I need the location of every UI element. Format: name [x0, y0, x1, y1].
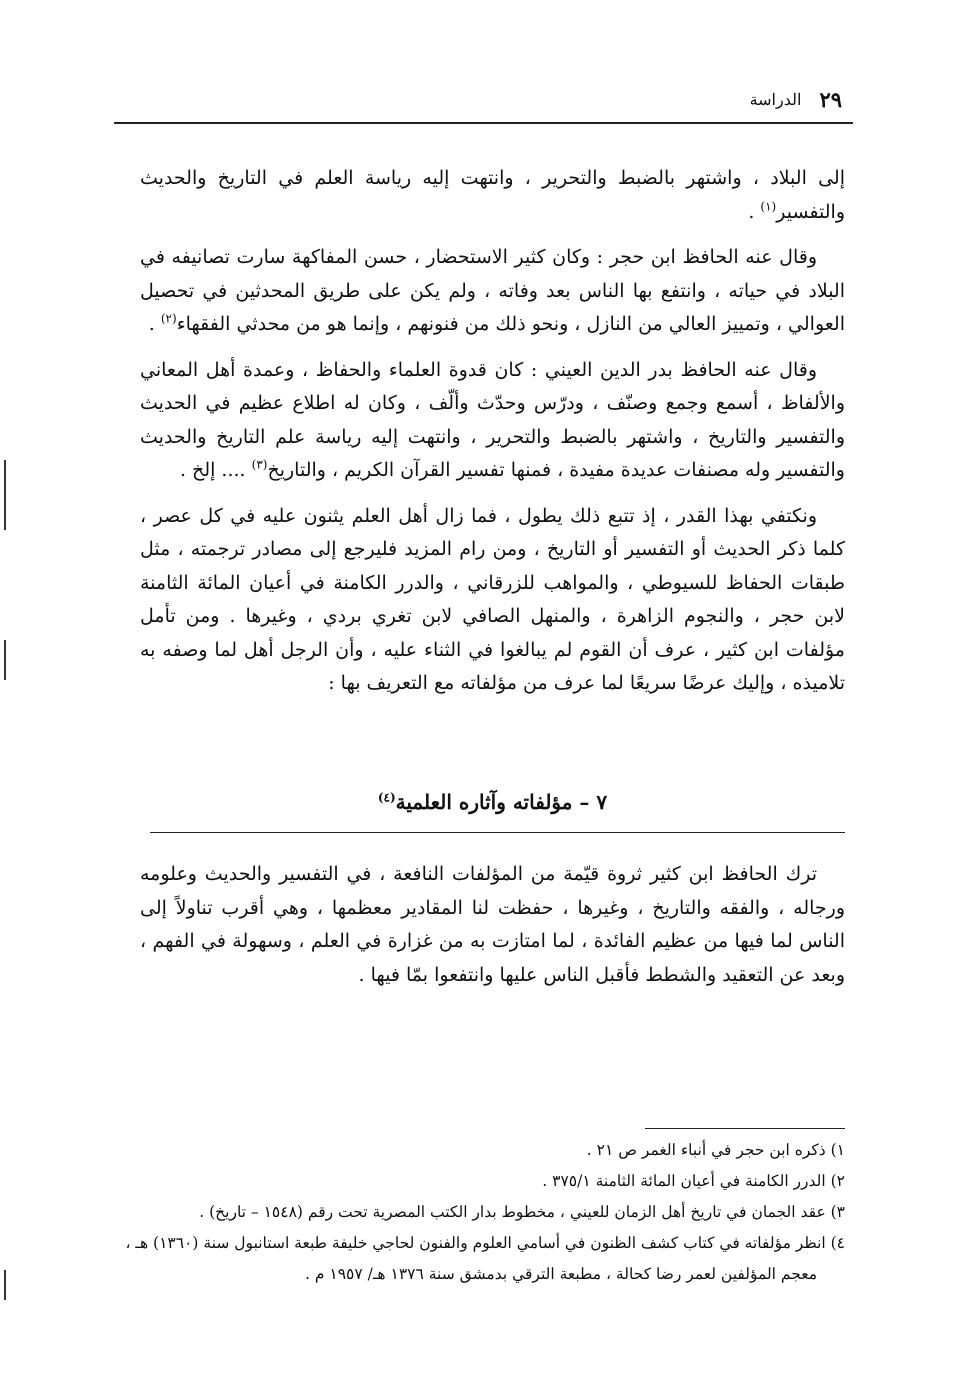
- footnote-ref-3: (٣): [251, 457, 268, 472]
- main-text-top: [140, 162, 845, 701]
- running-head: [750, 84, 842, 114]
- scan-edge-mark: [4, 640, 6, 680]
- paragraph-4: ونكتفي بهذا القدر ، إذ تتبع ذلك يطول ، فما زال أهل العلم يثنون عليه في كل عصر ، كلما ذكر الحديث أو التفسير أو التاريخ ، ومن رام المزيد فليرجع إلى مصادر ترجمته ، مثل طبقات الحفاظ للسيوطي ، والمواهب للزرقاني ، والدرر الكامنة في أعيان المائة الثامنة لابن حجر ، والنجوم الزاهرة ، والمنهل الصافي لابن تغري بردي ، وغيرها . ومن تأمل مؤلفات ابن كثير ، عرف أن القوم لم يبالغوا في الثناء عليه ، وأن الرجل أهل لما وصفه به تلاميذه ، وإليك عرضًا سريعًا لما عرف من مؤلفاته مع التعريف بها :: [140, 504, 845, 694]
- footnote-ref-2: (٢): [160, 311, 177, 326]
- paragraph-5: ترك الحافظ ابن كثير ثروة قيّمة من المؤلفات النافعة ، في التفسير والحديث وعلومه ورجاله ، والفقه والتاريخ ، وغيرها ، حفظت لنا المقادير معظمها ، وهي أقرب تناولاً إلى الناس لما فيها من عظيم الفائدة ، لما امتازت به من غزارة في العلم ، وسهولة في الفهم ، وبعد عن التعقيد والشطط فأقبل الناس عليها وانتفعوا بمّا فيها .: [140, 863, 845, 986]
- paragraph-3: وقال عنه الحافظ بدر الدين العيني : كان قدوة العلماء والحفاظ ، وعمدة أهل المعاني والألفاظ ، أسمع وجمع وصنّف ، ودرّس وحدّث وألّف ، وكان له اطلاع عظيم في الحديث والتفسير والتاريخ ، واشتهر بالضبط والتحرير ، وانتهت إليه رياسة علم التاريخ والحديث والتفسير وله مصنفات عديدة مفيدة ، فمنها تفسير القرآن الكريم ، والتاريخ$^{(٣)}$ .... إلخ .: [140, 358, 845, 481]
- footnote-ref-4: (٤): [377, 790, 396, 805]
- footnote-4-continuation: معجم المؤلفين لعمر رضا كحالة ، مطبعة الترقي بدمشق سنة ١٣٧٦ هـ/ ١٩٥٧ م .: [305, 1265, 817, 1283]
- scan-edge-mark: [4, 460, 6, 530]
- footnote-4: ٤) انظر مؤلفاته في كتاب كشف الظنون في أسامي العلوم والفنون لحاجي خليفة طبعة استانبول سنة (١٣٦٠) هـ ،: [125, 1234, 845, 1252]
- section-heading: ٧ – مؤلفاته وآثاره العلمية$^{(٤)}$: [377, 790, 608, 814]
- footnote-2: ٢) الدرر الكامنة في أعيان المائة الثامنة ٣٧٥/١ .: [542, 1172, 845, 1190]
- page-number: ٢٩: [819, 86, 842, 112]
- footnote-1: ١) ذكره ابن حجر في أنباء الغمر ص ٢١ .: [586, 1141, 845, 1159]
- scan-edge-mark: [4, 1270, 6, 1300]
- footnotes: [125, 1135, 845, 1290]
- paragraph-1: إلى البلاد ، واشتهر بالضبط والتحرير ، وانتهت إليه رياسة العلم في التاريخ والحديث والتفسير$^{(١)}$ .: [140, 167, 845, 223]
- footnote-rule: [645, 1128, 845, 1129]
- footnote-ref-1: (١): [760, 199, 777, 214]
- running-title: الدراسة: [749, 89, 802, 109]
- header-rule: [114, 122, 853, 124]
- section-heading-rule: [150, 832, 845, 833]
- paragraph-2: وقال عنه الحافظ ابن حجر : وكان كثير الاستحضار ، حسن المفاكهة سارت تصانيفه في البلاد في حياته ، وانتفع بها الناس بعد وفاته ، ولم يكن على طريق المحدثين في تحصيل العوالي ، وتمييز العالي من النازل ، ونحو ذلك من فنونهم ، وإنما هو من محدثي الفقهاء$^{(٢)}$ .: [140, 246, 845, 335]
- main-text-section: [140, 858, 845, 992]
- footnote-3: ٣) عقد الجمان في تاريخ أهل الزمان للعيني ، مخطوط بدار الكتب المصرية تحت رقم (١٥٤٨ – تاريخ) .: [199, 1203, 845, 1221]
